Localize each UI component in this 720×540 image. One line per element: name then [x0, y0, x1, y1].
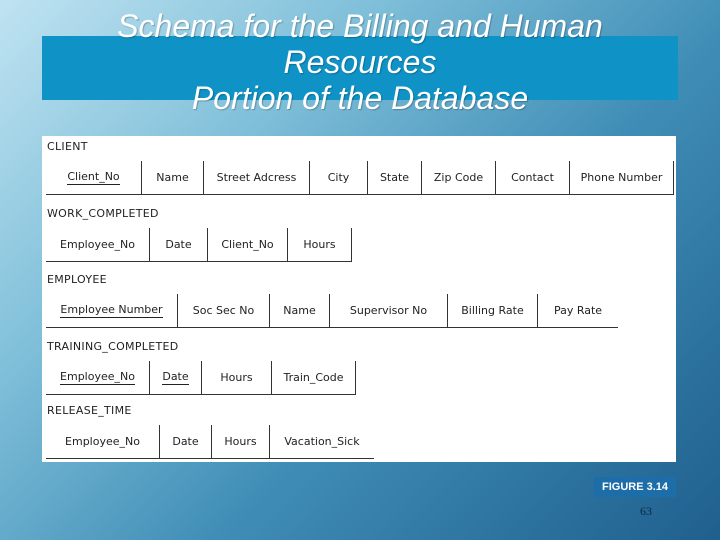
schema-figure — [42, 136, 676, 462]
attribute-cell: Date — [150, 361, 202, 394]
attribute-cell: City — [310, 161, 368, 194]
relation-table-training-completed — [46, 361, 356, 395]
attribute-cell: Employee_No — [46, 228, 150, 261]
attribute-cell: Train_Code — [272, 361, 356, 394]
attribute-cell: Vacation_Sick — [284, 435, 360, 448]
relation-name-client: CLIENT — [47, 140, 88, 153]
relation-table-employee — [46, 294, 618, 328]
title-line-1: Schema for the Billing and Human — [117, 8, 603, 44]
attribute-cell: Date — [150, 228, 208, 261]
attribute-cell: Employee Number — [46, 294, 178, 327]
slide-title — [0, 8, 720, 116]
attribute-cell: State — [368, 161, 422, 194]
attribute-cell: Client_No — [208, 228, 288, 261]
attribute-cell: Hours — [202, 361, 272, 394]
attribute-cell: Employee_No — [46, 361, 150, 394]
attribute-cell: Billing Rate — [448, 294, 538, 327]
title-line-2: Resources — [283, 44, 437, 80]
attribute-cell: Hours — [288, 228, 352, 261]
attribute-cell: Name — [142, 161, 204, 194]
relation-name-work-completed: WORK_COMPLETED — [47, 207, 159, 220]
attribute-cell: Pay Rate — [553, 304, 603, 317]
title-line-3: Portion of the Database — [191, 80, 529, 116]
attribute-cell: Date — [160, 425, 212, 458]
relation-name-employee: EMPLOYEE — [47, 273, 107, 286]
relation-name-release-time: RELEASE_TIME — [47, 404, 132, 417]
attribute-cell: Zip Code — [422, 161, 496, 194]
relation-table-release-time — [46, 425, 374, 459]
figure-label: FIGURE 3.14 — [594, 477, 676, 497]
attribute-cell: Phone Number — [570, 161, 674, 194]
relation-table-client — [46, 161, 674, 195]
relation-table-work-completed — [46, 228, 352, 262]
attribute-cell: Soc Sec No — [178, 294, 270, 327]
attribute-cell: Name — [270, 294, 330, 327]
attribute-cell: Client_No — [46, 161, 142, 194]
attribute-cell: Street Adcress — [204, 161, 310, 194]
attribute-cell: Contact — [496, 161, 570, 194]
attribute-cell: Supervisor No — [330, 294, 448, 327]
attribute-cell: Hours — [212, 425, 270, 458]
relation-name-training-completed: TRAINING_COMPLETED — [47, 340, 179, 353]
attribute-cell: Employee_No — [46, 425, 160, 458]
page-number: 63 — [640, 504, 652, 518]
